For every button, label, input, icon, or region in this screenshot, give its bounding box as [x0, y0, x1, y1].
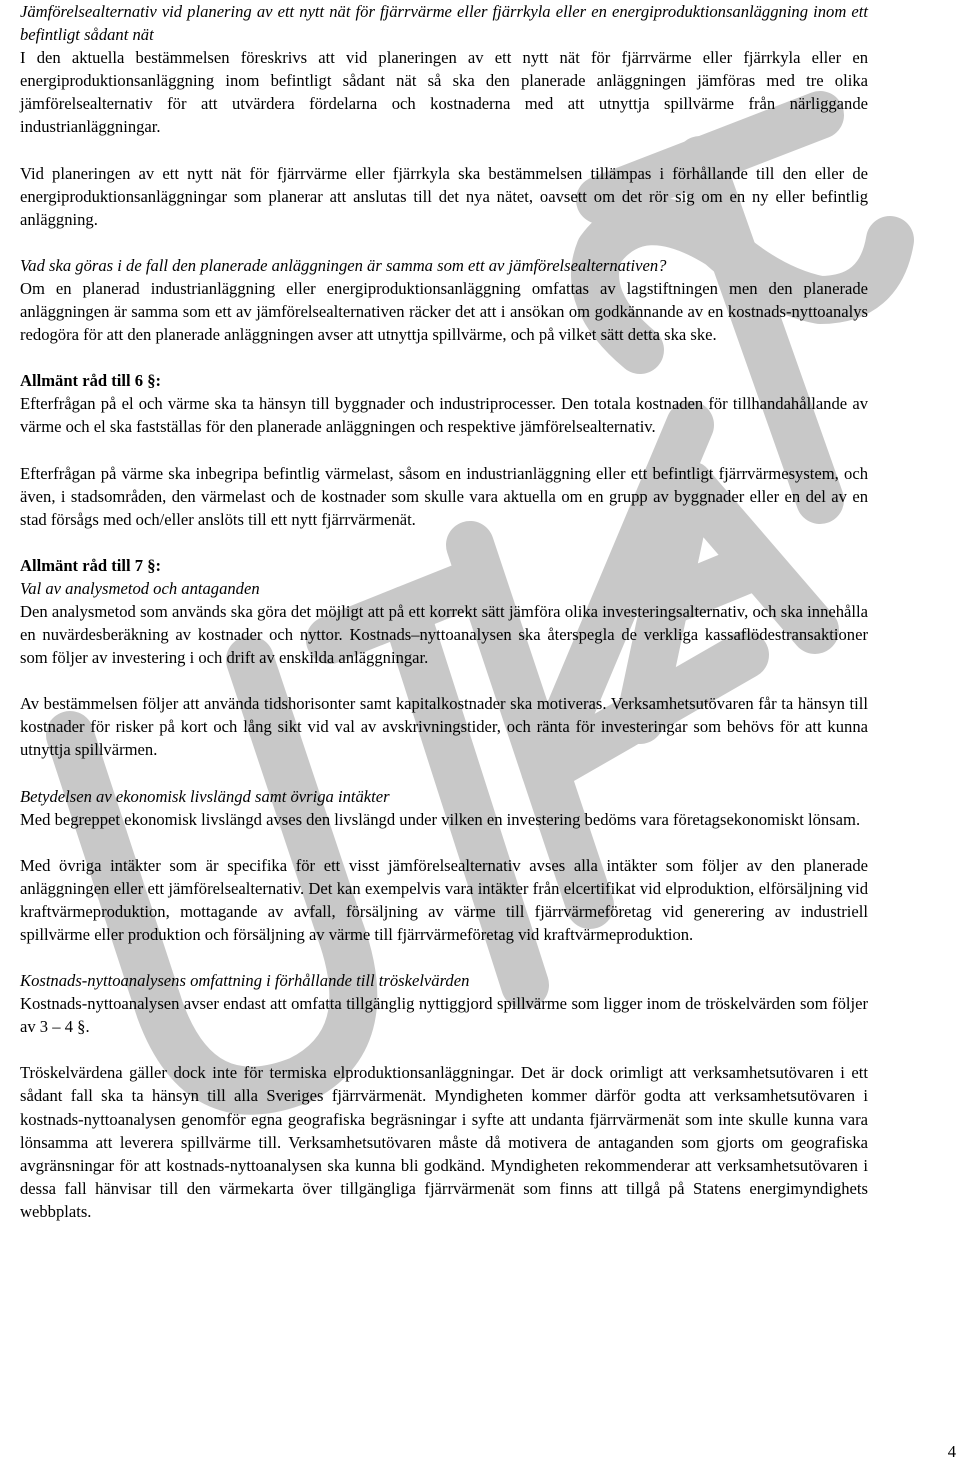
paragraph: Om en planerad industrianläggning eller energiproduktionsanläggning omfattas av lagstiftningen men den planerade anläggningen är samma som ett av jämförelsealternativen räcker det att i ansökan om godkännande av en kostnads-nyttoanalys redogöra för att den planerade anläggningen avser att utnyttja spillvärme, och på vilket sätt detta ska ske. — [20, 278, 868, 345]
heading-comparison-alternatives: Jämförelsealternativ vid planering av ett nytt nät för fjärrvärme eller fjärrkyla eller en energiproduktionsanläggning inom ett befintligt sådant nät — [20, 2, 868, 45]
heading-economic-lifetime: Betydelsen av ekonomisk livslängd samt övriga intäkter — [20, 786, 390, 806]
paragraph: Efterfrågan på värme ska inbegripa befintlig värmelast, såsom en industrianläggning eller ett befintligt fjärrvärmesystem, och även, i stadsområden, den värmelast och de kostnader som skulle vara aktuella om en grupp av byggnader eller en del av en stad försågs med och/eller anslöts till ett nytt fjärrvärmenät. — [20, 463, 868, 529]
paragraph: Med begreppet ekonomisk livslängd avses den livslängd under vilken en investering bedöms vara företagsekonomiskt lönsam. — [20, 809, 861, 829]
heading-same-as-alternative: Vad ska göras i de fall den planerade anläggningen är samma som ett av jämförelsealternativen? — [20, 255, 667, 275]
paragraph: Av bestämmelsen följer att använda tidshorisonter samt kapitalkostnader ska motiveras. Verksamhetsutövaren får ta hänsyn till kostnader för risker på kort och lång sikt vid val av avskrivningstider, och ränta för investeringar som behövs för att kunna utnyttja spillvärmen. — [20, 694, 868, 760]
paragraph: I den aktuella bestämmelsen föreskrivs att vid planeringen av ett nytt nät för fjärrvärme eller fjärrkyla eller en energiproduktionsanläggning inom befintligt sådant nät så ska den planerade anläggningen jämföras med tre olika jämförelsealternativ för att utvärdera fördelarna och kostnaderna med att utnyttja spillvärme från närliggande industrianläggningar. — [20, 48, 868, 137]
paragraph: Vid planeringen av ett nytt nät för fjärrvärme eller fjärrkyla ska bestämmelsen tillämpas i förhållande till den eller de energiproduktionsanläggningar som planerar att anslutas till det nya nätet, oavsett om det rör sig om en ny eller befintlig anläggning. — [20, 163, 868, 229]
page-number: 4 — [947, 1442, 956, 1461]
heading-threshold-scope: Kostnads-nyttoanalysens omfattning i förhållande till tröskelvärden — [20, 971, 470, 991]
heading-general-advice-6: Allmänt råd till 6 §: — [20, 371, 162, 391]
paragraph: Kostnads-nyttoanalysen avser endast att omfatta tillgänglig nyttiggjord spillvärme som ligger inom de tröskelvärden som följer av 3 – 4 §. — [20, 994, 868, 1037]
paragraph: Den analysmetod som används ska göra det möjligt att på ett korrekt sätt jämföra olika investeringsalternativ, och ska innehålla en nuvärdesberäkning av kostnader och nyttor. Kostnads–nyttoanalysen ska återspegla de verkliga kassaflödestransaktioner som följer av investering i och drift av enskilda anläggningar. — [20, 601, 868, 668]
paragraph: Med övriga intäkter som är specifika för ett visst jämförelsealternativ avses alla intäkter som följer av den planerade anläggningen eller ett jämförelsealternativ. Det kan exempelvis vara intäkter från elcertifikat vid elproduktion, elförsäljning vid kraftvärmeproduktion, mottagande av avfall, försäljning av värme till fjärrvärmeföretag vid generering av industriell spillvärme eller produktion och försäljning av värme till fjärrvärmeföretag vid kraftvärmeproduktion. — [20, 855, 868, 944]
paragraph: Efterfrågan på el och värme ska ta hänsyn till byggnader och industriprocesser. Den totala kostnaden för tillhandahållande av värme och el ska fastställas för den planerade anläggningen och respektive jämförelsealternativ. — [20, 394, 868, 437]
heading-analysis-method: Val av analysmetod och antaganden — [20, 578, 260, 598]
heading-general-advice-7: Allmänt råd till 7 §: — [20, 555, 162, 575]
paragraph: Tröskelvärdena gäller dock inte för termiska elproduktionsanläggningar. Det är dock orimligt att verksamhetsutövaren i ett sådant fall ska ta hänsyn till alla Sveriges fjärrvärmenät. Myndigheten kommer därför godta att verksamhetsutövaren i kostnads-nyttoanalysen genomför egna geografiska begräsningar i syfte att undanta fjärrvärmenät som inte skulle kunna vara lönsamma att leverera spillvärme till. Verksamhetsutövaren måste då motivera de antaganden som gjorts om geografiska avgränsningar för att kostnads-nyttoanalysen ska kunna bli godkänd. Myndigheten rekommenderar att verksamhetsutövaren i dessa fall hänvisar till den värmekarta över tillgängliga fjärrvärmenät som finns att tillgå på Statens energimyndighets webbplats. — [20, 1063, 868, 1221]
document-page — [20, 0, 868, 1223]
